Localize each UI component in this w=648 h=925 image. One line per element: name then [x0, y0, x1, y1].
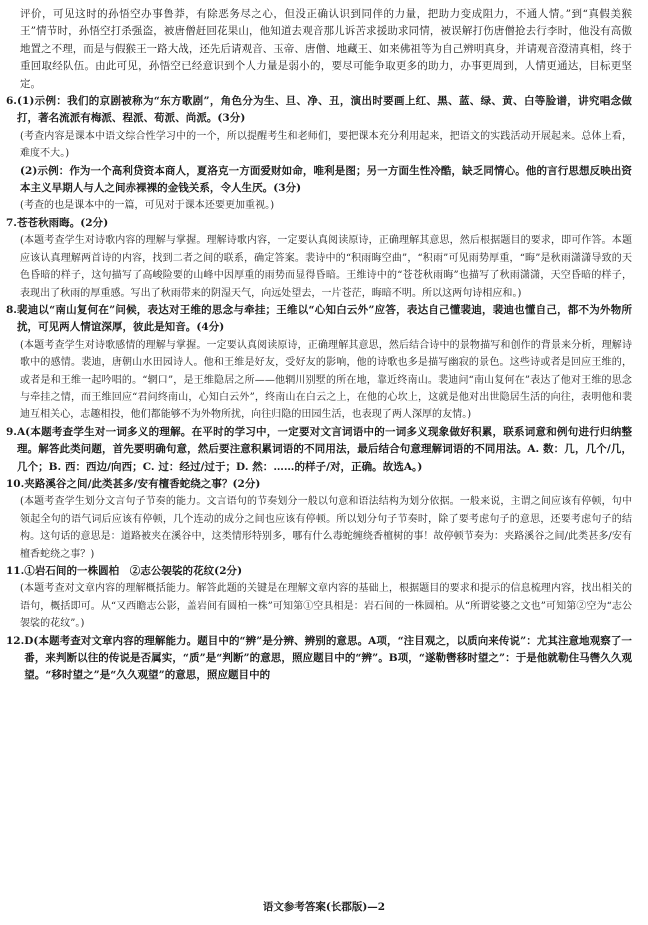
question-9 [6, 424, 632, 476]
answer-9: A(本题考查学生对一词多义的理解。在平时的学习中，一定要对文言词语中的一词多义现象做好积累，联系词意和例句进行归纳整理。解答此类问题，首先要明确句意，然后要注意积累词语的不同用法，最后结合句意理解词语的不同用法。A. 数：几，几个/几，几个；B. 西：西边/向西；C. 过：经过/过于；D. 然：……的样子/对，正确。故选A。) [16, 425, 632, 473]
question-8 [6, 302, 632, 337]
question-number: 7. [6, 216, 17, 229]
page-footer: 语文参考答案(长郡版)—2 [262, 901, 386, 913]
note-8: (本题考查学生对诗歌感情的理解与掌握。一定要认真阅读原诗，正确理解其意思，然后结合诗中的景物描写和创作的背景来分析，理解诗歌中的感情。裴迪，唐朝山水田园诗人。他和王维是好友，受好友的影响，他的诗歌也多是描写幽寂的景色。这些诗或者是回应王维的，或者是和王维一起吟唱的。“辋口”，是王维隐居之所——他辋川别墅的所在地，靠近终南山。裴迪问“南山复何在”表达了他对王维的思念与牵挂之情，而王维回应“君问终南山，心知白云外”，终南山在白云之上，在他的心坎上，这就是他对出世隐居生活的向往，表明他和裴迪互相关心，志趣相投，他们都能够不为外物所扰，向往归隐的田园生活，也表现了两人深厚的友情。) [20, 339, 632, 421]
question-number: 10. [6, 477, 25, 490]
answer-6-1: (1)示例：我们的京剧被称为“东方歌剧”，角色分为生、旦、净、丑，演出时要画上红、黑、蓝、绿、黄、白等脸谱，讲究唱念做打，著名流派有梅派、程派、荀派、尚派。(3分) [16, 95, 632, 125]
question-6 [6, 93, 632, 128]
question-11 [6, 563, 632, 580]
question-number: 6. [6, 95, 17, 108]
note-7: (本题考查学生对诗歌内容的理解与掌握。理解诗歌内容，一定要认真阅读原诗，正确理解其意思，然后根据题目的要求，即可作答。本题应该认真理解两首诗的内容，找到二者之间的联系，确定答案。裴诗中的“积雨晦空曲”，“积雨”可见雨势厚重，“晦”是秋雨潇潇导致的天色昏暗的样子，这句描写了高峻险要的山峰中因厚重的雨势而显得昏暗。王维诗中的“苍苍秋雨晦”也描写了秋雨潇潇，天空昏暗的样子，表现出了秋雨的厚重感。写出了秋雨带来的阴湿天气，向远处望去，一片苍茫，晦暗不明。所以这两句诗相应和。) [20, 235, 632, 299]
note-6-1: (考查内容是课本中语文综合性学习中的一个，所以提醒考生和老师们，要把课本充分利用起来，把语文的实践活动开展起来。总体上看，难度不大。) [20, 130, 632, 160]
question-number: 11. [6, 565, 25, 577]
answer-10: 夹路溪谷之间/此类甚多/安有檀香蛇绕之事？(2分) [24, 477, 261, 490]
question-12 [6, 633, 632, 685]
note-11: (本题考查对文章内容的理解概括能力。解答此题的关键是在理解文章内容的基础上，根据题目的要求和提示的信息梳理内容，找出相关的语句，概括即可。从“又西瞻志公影，盖岩间有圆柏一株”可知第①空具相是：岩石间的一株圆柏。从“所谓娑婆之文也”可知第②空为“志公袈裟的花纹”。) [20, 583, 632, 630]
note-10: (本题考查学生划分文言句子节奏的能力。文言语句的节奏划分一般以句意和语法结构为划分依据。一般来说，主谓之间应该有停顿，句中领起全句的语气词后应该有停顿，几个连动的成分之间也应该有停顿。所以划分句子节奏时，除了要考虑句子的意思，还要考虑句子的结构。这句话的意思是：道路被夹在溪谷中，这类情形特别多，哪有什么毒蛇缠绕香檀树的事！故停顿节奏为：夹路溪谷之间/此类甚多/安有檀香蛇绕之事？) [20, 496, 632, 560]
question-number: 9. [6, 425, 17, 438]
note-6-2: (考查的也是课本中的一篇，可见对于课本还要更加重视。) [20, 200, 275, 212]
question-7 [6, 215, 632, 232]
answer-8: 裴迪以“南山复何在”问候，表达对王维的思念与牵挂；王维以“心知白云外”应答，表达自己懂裴迪，裴迪也懂自己，都不为外物所扰，可见两人情谊深厚，彼此是知音。(4分) [16, 303, 632, 334]
question-number: 12. [6, 634, 25, 647]
question-10 [6, 476, 632, 493]
answer-11: ①岩石间的一株圆柏 ②志公袈裟的花纹(2分) [24, 565, 243, 577]
answer-12: D(本题考查对文章内容的理解能力。题目中的“辨”是分辨、辨别的意思。A项，“注目观之，以质向来传说”：尤其注意地观察了一番，来判断以往的传说是否属实，“质”是“判断”的意思，照应题目中的“辨”。B项，“遂勒辔移时望之”：于是他就勒住马辔久久观望。“移时望之”是“久久观望”的意思，照应题目中的 [24, 634, 632, 682]
paragraph-q5-continued: 评价，可见这时的孙悟空办事鲁莽，有除恶务尽之心，但没正确认识到同伴的力量，把助力变成阻力，不通人情。”到“真假美猴王”情节时，孙悟空打杀强盗，被唐僧赶回花果山，他知道去观音那儿诉苦求援助求同情，被误解打伤唐僧抢去行李时，他没有高傲地置之不理，而是与假猴王一路大战，还先后请观音、玉帝、唐僧、地藏王、如来佛祖等为自己辨明真身，并请观音澄清真相，终于重回取经队伍。由此可见，孙悟空已经意识到个人力量是弱小的，要尽可能争取更多的助力，办事更周到，人情更通达，目标更坚定。 [20, 8, 632, 90]
answer-6-2: (2)示例：作为一个高利贷资本商人，夏洛克一方面爱财如命，唯利是图；另一方面生性冷酷，缺乏同情心。他的言行思想反映出资本主义早期人与人之间赤裸裸的金钱关系，令人生厌。(3分) [20, 164, 632, 195]
question-number: 8. [6, 303, 17, 316]
answer-7: 苍苍秋雨晦。(2分) [16, 216, 109, 229]
